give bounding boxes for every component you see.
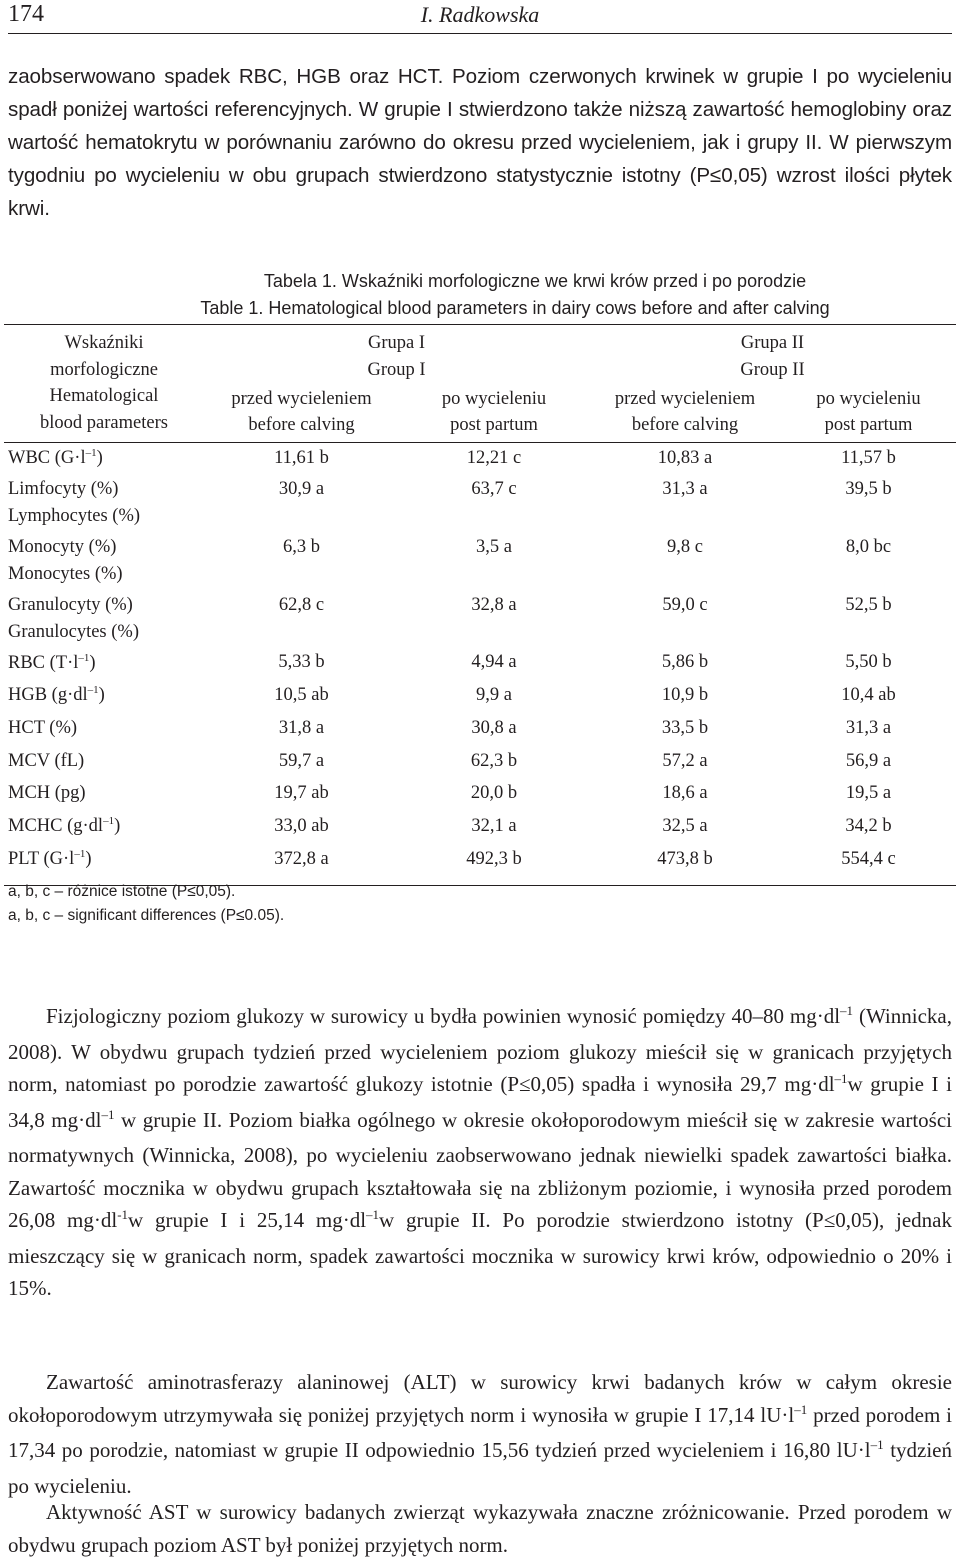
group-1-en: Group I (367, 360, 426, 380)
cell: 59,7 a (278, 750, 325, 771)
row-label-pl: Monocyty (%) (8, 536, 117, 557)
before-pl: przed wycieleniem (614, 389, 756, 409)
cell: 11,57 b (841, 448, 896, 468)
row-label-text: PLT (G·l (8, 848, 75, 869)
p2-text-b: (Winnicka, 2008). W obydwu grupach tydzień przed wycieleniem poziom glukozy mieścił się w granicach przyjętych norm, natomiast po porodzie zawartość glukozy istotnie (P≤0,05) spadła i wynosiła 29,7 mg·dl (8, 1004, 952, 1096)
g2-after-header (781, 386, 956, 443)
cell: 473,8 b (589, 844, 781, 885)
table-row (4, 844, 956, 885)
row-label-en: Granulocytes (%) (8, 622, 139, 643)
note-pl: a, b, c – różnice istotne (P≤0,05). (8, 883, 236, 900)
p2-sup-d: -1 (117, 1207, 129, 1222)
row-label (4, 778, 204, 811)
cell: 39,5 b (845, 478, 892, 499)
row-label-pl: Limfocyty (%) (8, 478, 119, 499)
cell: 5,86 b (661, 651, 709, 672)
p3-text-b: przed porodem i 17,34 po porodzie, natomiast w grupie II odpowiednio 15,56 tydzień przed wycieleniem i 16,80 lU·l (8, 1402, 952, 1462)
table-row (4, 589, 956, 647)
table-row (4, 811, 956, 844)
p3-text-c: tydzień po wycieleniu. (8, 1438, 952, 1498)
p3-text-a: Zawartość aminotrasferazy alaninowej (ALT) w surowicy krwi badanych krów w całym okresie okołoporodowym utrzymywała się poniżej przyjętych norm i wynosiła w grupie I 17,14 lU·l (8, 1370, 952, 1427)
table-notes (8, 880, 284, 928)
p2-sup-e: –1 (366, 1207, 380, 1222)
cell: 372,8 a (204, 844, 399, 885)
cell: 554,4 c (781, 844, 956, 885)
cell: 4,94 a (471, 651, 517, 672)
table-row (4, 746, 956, 779)
cell: 31,8 a (278, 718, 325, 739)
cell: 5,50 b (845, 651, 892, 672)
before-pl: przed wycieleniem (231, 389, 372, 409)
cell: 62,3 b (470, 750, 518, 771)
row-label-sup: –1 (74, 847, 86, 860)
p3-sup-a: –1 (794, 1401, 808, 1417)
cell: 11,61 b (274, 448, 329, 468)
row-label (4, 746, 204, 779)
row-label (4, 476, 204, 531)
paragraph-3 (8, 1366, 952, 1502)
group-2-en: Group II (740, 360, 805, 380)
g1-after-header (399, 386, 589, 443)
after-pl: po wycieleniu (441, 389, 547, 409)
cell: 10,9 b (661, 685, 709, 706)
after-en: post partum (450, 415, 538, 435)
cell: 31,3 a (845, 718, 892, 739)
after-en: post partum (824, 415, 913, 435)
p2-sup-c: –1 (101, 1106, 115, 1122)
table-row (4, 778, 956, 811)
cell: 59,0 c (662, 594, 708, 615)
row-label-text: HCT (%) (8, 718, 78, 739)
cell: 19,7 ab (274, 783, 329, 804)
after-pl: po wycieleniu (816, 389, 921, 409)
param-header-line: Wskaźniki (64, 333, 144, 353)
table-caption-pl: Tabela 1. Wskaźniki morfologiczne we krwi krów przed i po porodzie (263, 271, 807, 291)
table-row (4, 476, 956, 531)
paragraph-4 (8, 1496, 952, 1561)
cell: 9,9 a (476, 685, 512, 706)
row-label-text: MCV (fL) (8, 750, 85, 771)
row-label (4, 844, 204, 885)
p2-sup-a: –1 (840, 1003, 854, 1018)
row-label-close: ) (114, 816, 121, 837)
row-label-sup: –1 (103, 815, 115, 828)
cell: 10,83 a (657, 448, 713, 468)
cell: 62,8 c (278, 594, 325, 615)
before-en: before calving (248, 415, 355, 435)
p4-text: Aktywność AST w surowicy badanych zwierząt wykazywała znaczne zróżnicowanie. Przed porodem w obydwu grupach poziom AST był poniżej przyjętych norm. (8, 1500, 952, 1557)
page-header (8, 0, 952, 32)
p3-sup-b: –1 (870, 1437, 884, 1452)
cell: 32,5 a (662, 816, 708, 837)
row-label-en: Lymphocytes (%) (8, 506, 141, 527)
p2-text-e: w grupie I i 25,14 mg·dl (128, 1208, 367, 1232)
group-2-header (589, 325, 956, 387)
group-2-pl: Grupa II (740, 333, 805, 353)
row-label (4, 589, 204, 647)
cell: 12,21 c (466, 448, 522, 468)
paragraph-2 (8, 1000, 952, 1305)
row-label-pl: Granulocyty (%) (8, 594, 133, 615)
row-label-en: Monocytes (%) (8, 564, 123, 585)
row-label-close: ) (98, 685, 105, 706)
group-1-pl: Grupa I (367, 333, 426, 353)
row-label-close: ) (85, 848, 92, 869)
row-label (4, 443, 204, 476)
row-label-text: RBC (T·l (8, 652, 79, 673)
cell: 492,3 b (399, 844, 589, 885)
table-caption-en: Table 1. Hematological blood parameters in dairy cows before and after calving (200, 298, 830, 318)
row-label-text: MCH (pg) (8, 783, 86, 804)
row-label-text: HGB (g·dl (8, 685, 88, 706)
cell: 30,8 a (471, 718, 517, 739)
row-label-close: ) (89, 652, 96, 673)
cell: 57,2 a (662, 750, 708, 771)
group-1-header (204, 325, 589, 387)
cell: 32,8 a (471, 594, 517, 615)
header-rule (8, 33, 952, 34)
row-label (4, 647, 204, 681)
g2-before-header (589, 386, 781, 443)
row-label-close: ) (96, 448, 103, 468)
cell: 8,0 bc (845, 536, 892, 557)
cell: 10,5 ab (274, 685, 329, 706)
running-head: I. Radkowska (420, 2, 540, 27)
cell: 63,7 c (471, 478, 517, 499)
cell: 18,6 a (662, 783, 708, 804)
cell: 9,8 c (667, 536, 703, 557)
p2-text-c: w grupie I i 34,8 mg·dl (8, 1072, 952, 1132)
note-en: a, b, c – significant differences (P≤0.05). (8, 907, 285, 924)
p2-text-a: Fizjologiczny poziom glukozy w surowicy u bydła powinien wynosić pomiędzy 40–80 mg·dl (46, 1004, 841, 1028)
table-row (4, 713, 956, 746)
p2-text-f: w grupie II. Po porodzie stwierdzono istotny (P≤0,05), jednak mieszczący się w granicach norm, spadek zawartości mocznika w surowicy krwi krów, odpowiednio o 20% i 15%. (8, 1208, 952, 1300)
p2-sup-b: –1 (834, 1071, 848, 1086)
cell: 32,1 a (471, 816, 517, 837)
before-en: before calving (631, 415, 739, 435)
row-label (4, 531, 204, 589)
table-row (4, 680, 956, 713)
row-label (4, 811, 204, 844)
table-row (4, 531, 956, 589)
param-header-line: blood parameters (40, 412, 168, 433)
cell: 56,9 a (845, 750, 892, 771)
param-header-line: morfologiczne (50, 359, 158, 380)
cell: 34,2 b (845, 816, 892, 837)
hematology-table (4, 324, 956, 886)
row-label (4, 713, 204, 746)
cell: 31,3 a (662, 478, 708, 499)
cell: 33,5 b (661, 718, 709, 739)
param-header (4, 325, 204, 443)
cell: 5,33 b (278, 651, 325, 672)
cell: 33,0 ab (274, 816, 329, 837)
param-header-line: Hematological (49, 386, 159, 406)
row-label (4, 680, 204, 713)
g1-before-header (204, 386, 399, 443)
p2-text-d: w grupie II. Poziom białka ogólnego w okresie okołoporodowym mieścił się w zakresie wartości normatywnych (Winnicka, 2008), po wycieleniu zaobserwowano jednak niewielki spadek zawartości białka. Zawartość mocznika w obydwu grupach kształtowała się na zbliżonym poziomie, i wynosiła przed porodem 26,08 mg·dl (8, 1107, 953, 1232)
row-label-sup: –1 (78, 651, 90, 664)
cell: 20,0 b (470, 783, 518, 804)
cell: 10,4 ab (841, 685, 896, 706)
row-label-text: WBC (G·l (8, 448, 86, 468)
paragraph-1: zaobserwowano spadek RBC, HGB oraz HCT. Poziom czerwonych krwinek w grupie I po wycieleniu spadł poniżej wartości referencyjnych. W grupie I stwierdzono także niższą zawartość hemoglobiny oraz wartość hematokrytu w porównaniu zarówno do okresu przed wycieleniem, jak i grupy II. W pierwszym tygodniu po wycieleniu w obu grupach stwierdzono statystycznie istotny (P≤0,05) wzrost ilości płytek krwi. (8, 65, 952, 220)
cell: 3,5 a (476, 536, 512, 557)
row-label-text: MCHC (g·dl (8, 816, 104, 837)
page-number: 174 (8, 1, 44, 27)
row-label-sup: –1 (85, 447, 97, 459)
table-row (4, 443, 956, 476)
cell: 52,5 b (845, 594, 892, 615)
row-label-sup: –1 (87, 684, 99, 697)
cell: 19,5 a (845, 783, 892, 804)
cell: 30,9 a (278, 478, 325, 499)
table-row (4, 647, 956, 681)
cell: 6,3 b (283, 536, 320, 557)
